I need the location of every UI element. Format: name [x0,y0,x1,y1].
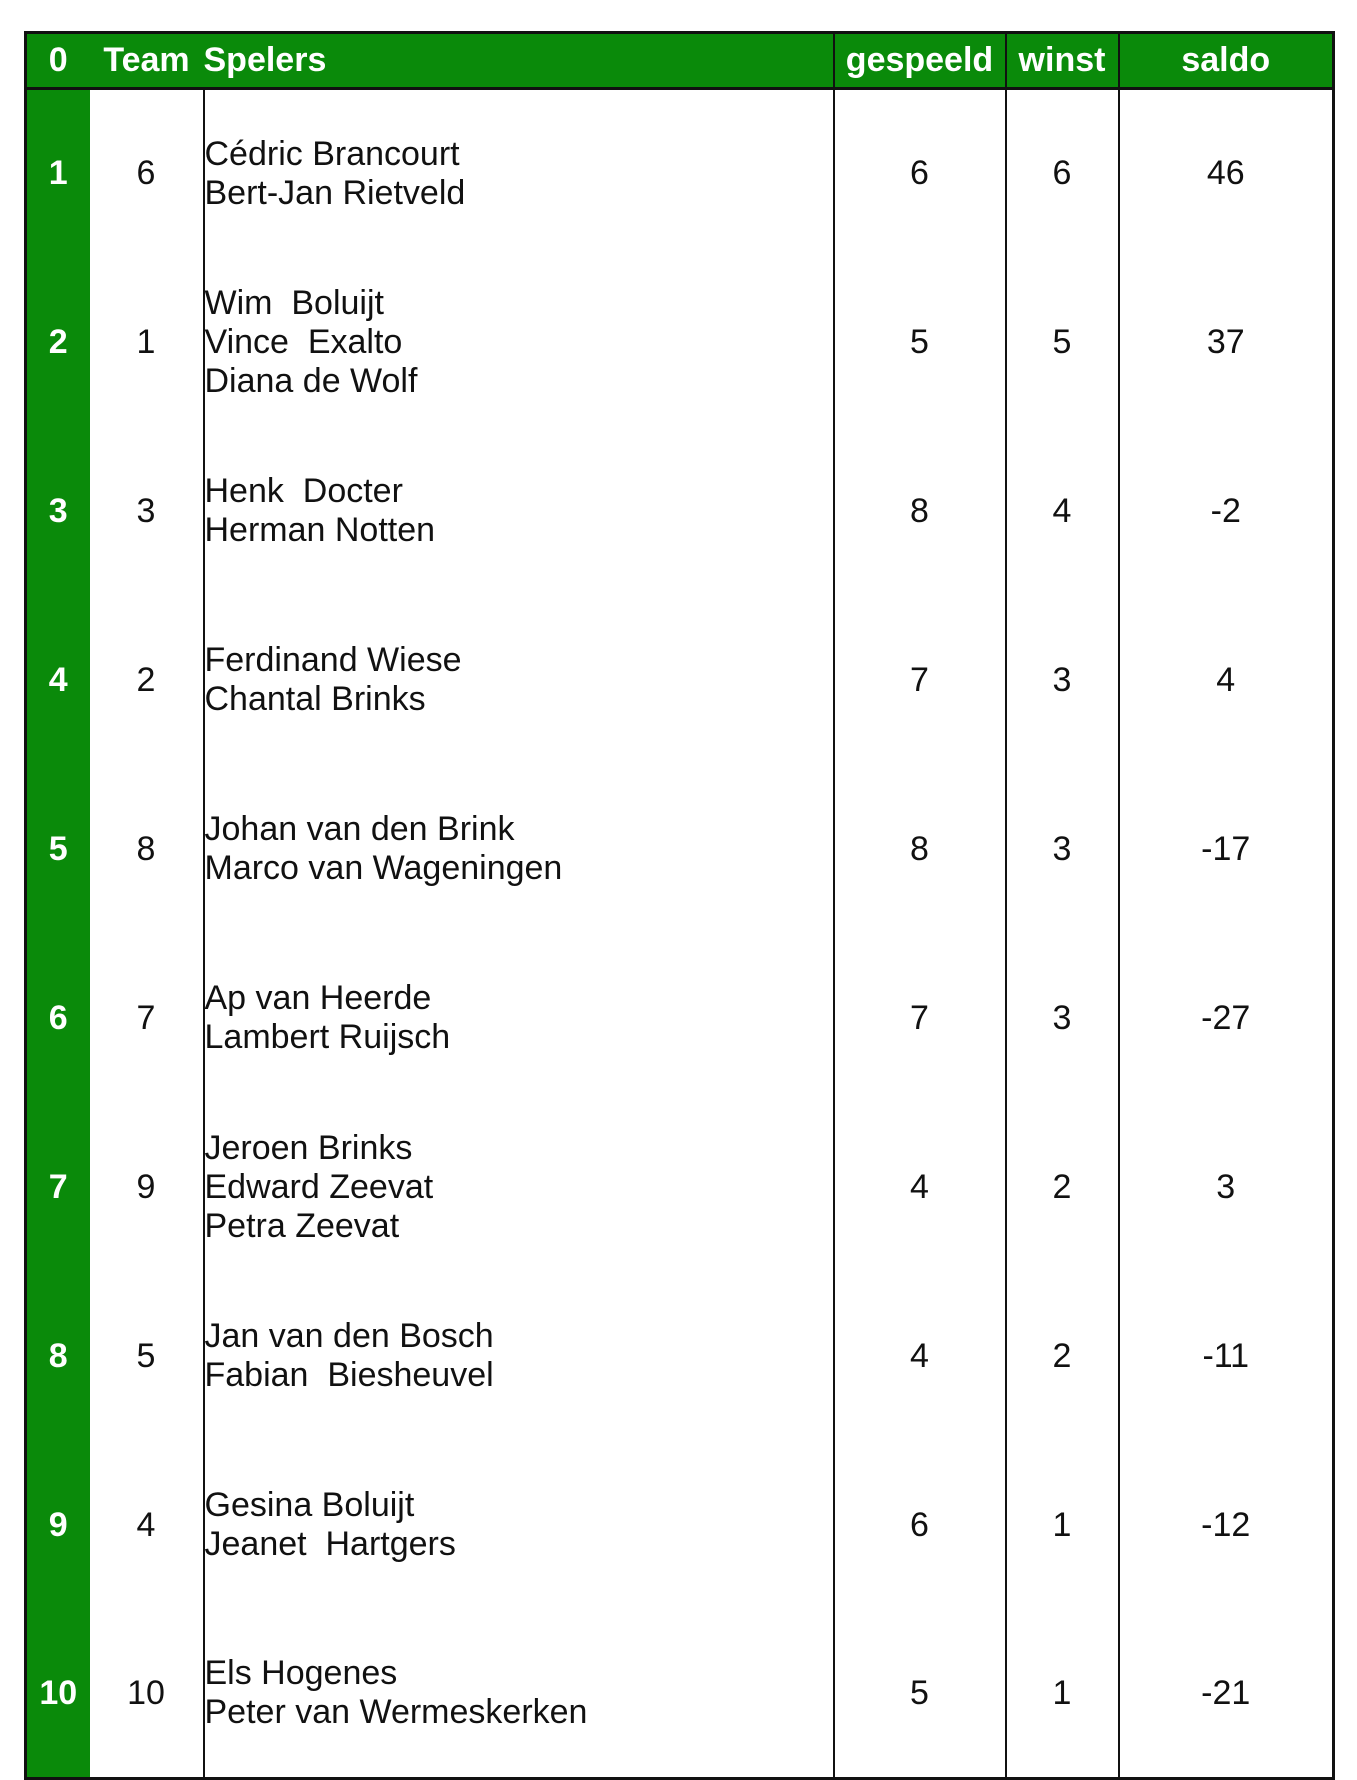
played-cell: 7 [834,596,1006,765]
rank-cell: 7 [26,1103,90,1272]
player-name: Ferdinand Wiese [204,641,462,679]
played-cell: 4 [834,1103,1006,1272]
table-row [26,1272,1334,1441]
table-row [26,427,1334,596]
table-row [26,765,1334,934]
header-players: Spelers [204,33,834,89]
players-cell [204,1610,834,1779]
player-name: Wim Boluijt [204,283,384,322]
saldo-cell: -11 [1119,1272,1334,1441]
team-cell: 8 [90,765,204,934]
team-cell: 6 [90,89,204,258]
team-cell: 2 [90,596,204,765]
player-name: Fabian Biesheuvel [204,1356,494,1394]
won-cell: 6 [1006,89,1119,258]
won-cell: 1 [1006,1610,1119,1779]
team-cell: 4 [90,1441,204,1610]
player-name: Els Hogenes [204,1654,398,1693]
rank-cell: 8 [26,1272,90,1441]
played-cell: 8 [834,765,1006,934]
won-cell: 2 [1006,1103,1119,1272]
player-name: Herman Notten [204,511,436,549]
table-row [26,934,1334,1103]
team-cell: 9 [90,1103,204,1272]
table-header [26,33,1334,89]
saldo-cell: -17 [1119,765,1334,934]
players-cell [204,934,834,1103]
rank-cell: 3 [26,427,90,596]
table-row [26,258,1334,427]
rank-cell: 1 [26,89,90,258]
player-name: Jeroen Brinks [204,1128,413,1167]
saldo-cell: -12 [1119,1441,1334,1610]
player-name: Ap van Heerde [204,979,432,1017]
player-name: Johan van den Brink [204,810,515,848]
played-cell: 5 [834,1610,1006,1779]
header-won: winst [1006,33,1119,89]
rank-cell: 2 [26,258,90,427]
table-row [26,89,1334,258]
rank-cell: 5 [26,765,90,934]
header-team: Team [90,33,204,89]
won-cell: 2 [1006,1272,1119,1441]
player-name: Lambert Ruijsch [204,1018,451,1056]
players-cell [204,596,834,765]
player-name: Petra Zeevat [204,1206,400,1245]
players-cell [204,1441,834,1610]
table-body [26,89,1334,1779]
player-name: Diana de Wolf [204,361,418,400]
player-name: Peter van Wermeskerken [204,1693,588,1732]
players-cell [204,1103,834,1272]
saldo-cell: -2 [1119,427,1334,596]
table-row [26,1610,1334,1779]
header-saldo: saldo [1119,33,1334,89]
won-cell: 4 [1006,427,1119,596]
played-cell: 8 [834,427,1006,596]
header-row [26,33,1334,89]
played-cell: 5 [834,258,1006,427]
won-cell: 3 [1006,765,1119,934]
player-name: Chantal Brinks [204,680,426,718]
player-name: Vince Exalto [204,322,403,361]
played-cell: 6 [834,1441,1006,1610]
players-cell [204,765,834,934]
won-cell: 3 [1006,596,1119,765]
team-cell: 10 [90,1610,204,1779]
played-cell: 7 [834,934,1006,1103]
won-cell: 5 [1006,258,1119,427]
table-row [26,1441,1334,1610]
player-name: Edward Zeevat [204,1167,434,1206]
player-name: Henk Docter [204,472,403,510]
player-name: Gesina Boluijt [204,1486,415,1524]
rank-cell: 10 [26,1610,90,1779]
saldo-cell: -21 [1119,1610,1334,1779]
player-name: Jeanet Hartgers [204,1525,456,1563]
player-name: Cédric Brancourt [204,134,460,173]
saldo-cell: 4 [1119,596,1334,765]
won-cell: 1 [1006,1441,1119,1610]
saldo-cell: 46 [1119,89,1334,258]
rank-cell: 4 [26,596,90,765]
player-name: Marco van Wageningen [204,849,563,887]
players-cell [204,1272,834,1441]
table-row [26,596,1334,765]
played-cell: 4 [834,1272,1006,1441]
header-rank: 0 [26,33,90,89]
players-cell [204,89,834,258]
players-cell [204,258,834,427]
standings-table [24,31,1335,1780]
won-cell: 3 [1006,934,1119,1103]
played-cell: 6 [834,89,1006,258]
saldo-cell: -27 [1119,934,1334,1103]
team-cell: 3 [90,427,204,596]
team-cell: 7 [90,934,204,1103]
header-played: gespeeld [834,33,1006,89]
player-name: Jan van den Bosch [204,1317,494,1355]
rank-cell: 6 [26,934,90,1103]
team-cell: 1 [90,258,204,427]
team-cell: 5 [90,1272,204,1441]
player-name: Bert-Jan Rietveld [204,173,466,212]
saldo-cell: 3 [1119,1103,1334,1272]
players-cell [204,427,834,596]
saldo-cell: 37 [1119,258,1334,427]
rank-cell: 9 [26,1441,90,1610]
table-row [26,1103,1334,1272]
